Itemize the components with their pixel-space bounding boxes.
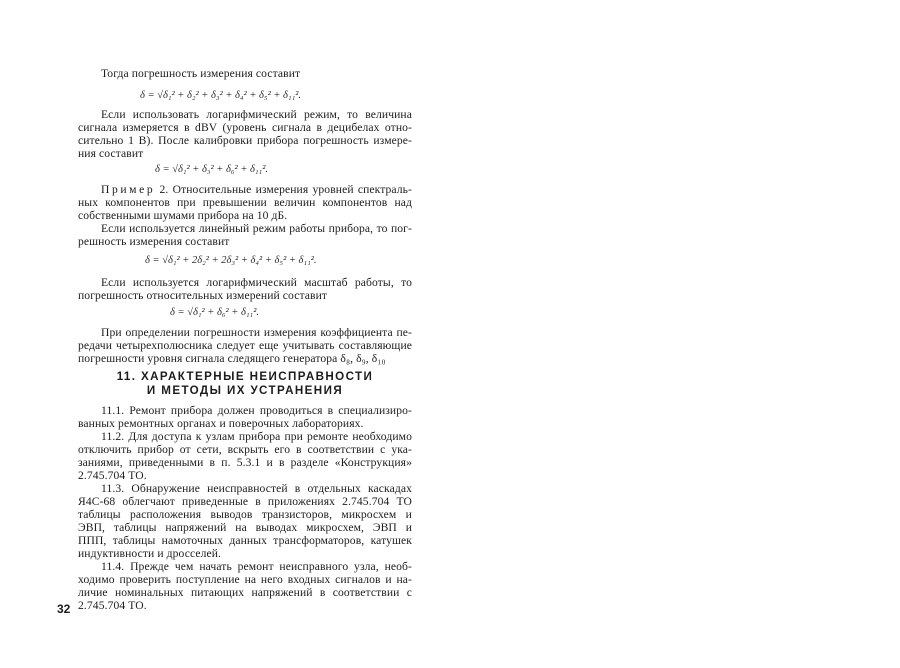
clause-11-2: 2.745.704 ТО. [78,469,147,482]
clause-11-1: ванных ремонтных органах и поверочных лабораториях. [78,417,364,430]
log-mode-line: ния составит [78,147,144,160]
clause-11-4: 11.4. Прежде чем начать ремонт неисправного узла, необ- [101,560,412,573]
clause-11-3: ЭВП, таблицы напряжений на выводах микросхем, ЭВП и [78,521,412,534]
linear-mode-line: Если используется линейный режим работы прибора, то пог- [101,222,412,235]
log-mode-line: сительно 1 В). После калибровки прибора погрешность измере- [78,134,412,147]
example-2-line: ных компонентов при превышении величин компонентов над [78,196,412,209]
transfer-coef-line: При определении погрешности измерения коэффициента пе- [101,326,412,339]
formula-linear-error: δ = √δ₁² + δ₂² + δ₃² + δ₄² + δ₅² + δ₁₁². [140,90,302,101]
example-2-line [101,183,412,196]
example-label: Пример [101,183,156,196]
example-text: 2. Относительные измерения уровней спектраль- [159,183,412,196]
formula-relative-log: δ = √δ₁² + δ₆² + δ₁₁². [170,307,259,318]
clause-11-3: 11.3. Обнаружение неисправностей в отдельных каскадах [101,482,412,495]
transfer-coef-line: погрешности уровня сигнала следящего генератора δ₈, δ₉, δ₁₀ [78,352,386,365]
clause-11-3: индуктивности и дросселей. [78,547,222,560]
section-heading: И МЕТОДЫ ИХ УСТРАНЕНИЯ [146,384,344,397]
linear-mode-line: решность измерения составит [78,235,230,248]
intro-paragraph: Тогда погрешность измерения составит [101,67,301,80]
formula-relative-linear: δ = √δ₁² + 2δ₂² + 2δ₃² + δ₄² + δ₅² + δ₁₁². [145,255,317,266]
clause-11-4: 2.745.704 ТО. [78,599,147,612]
clause-11-3: таблицы расположения выводов транзисторов, микросхем и [78,508,412,521]
log-mode-line: Если использовать логарифмический режим, то величина [101,108,412,121]
log-scale-line: погрешность относительных измерений составит [78,289,328,302]
clause-11-4: ходимо проверить поступление на него входных сигналов и на- [78,573,412,586]
example-2-line: собственными шумами прибора на 10 дБ. [78,209,288,222]
formula-log-error: δ = √δ₁² + δ₃² + δ₆² + δ₁₁². [155,164,268,175]
clause-11-2: отключить прибор от сети, вскрыть его в соответствии с ука- [78,443,412,456]
clause-11-2: заниями, приведенными в п. 5.3.1 и в разделе «Конструкция» [78,456,412,469]
log-scale-line: Если используется логарифмический масштаб работы, то [101,276,412,289]
clause-11-1: 11.1. Ремонт прибора должен проводиться в специализиро- [101,404,412,417]
clause-11-3: Я4С-68 облегчают приведенные в приложениях 2.745.704 ТО [78,495,412,508]
log-mode-line: сигнала измеряется в dBV (уровень сигнала в децибелах отно- [78,121,412,134]
section-heading: 11. ХАРАКТЕРНЫЕ НЕИСПРАВНОСТИ [116,370,374,383]
transfer-coef-line: редачи четырехполюсника следует еще учитывать составляющие [78,339,412,352]
clause-11-4: личие номинальных питающих напряжений в соответствии с [78,586,412,599]
clause-11-2: 11.2. Для доступа к узлам прибора при ремонте необходимо [101,430,412,443]
page-number: 32 [57,602,71,616]
clause-11-3: ППП, таблицы намоточных данных трансформаторов, катушек [78,534,412,547]
